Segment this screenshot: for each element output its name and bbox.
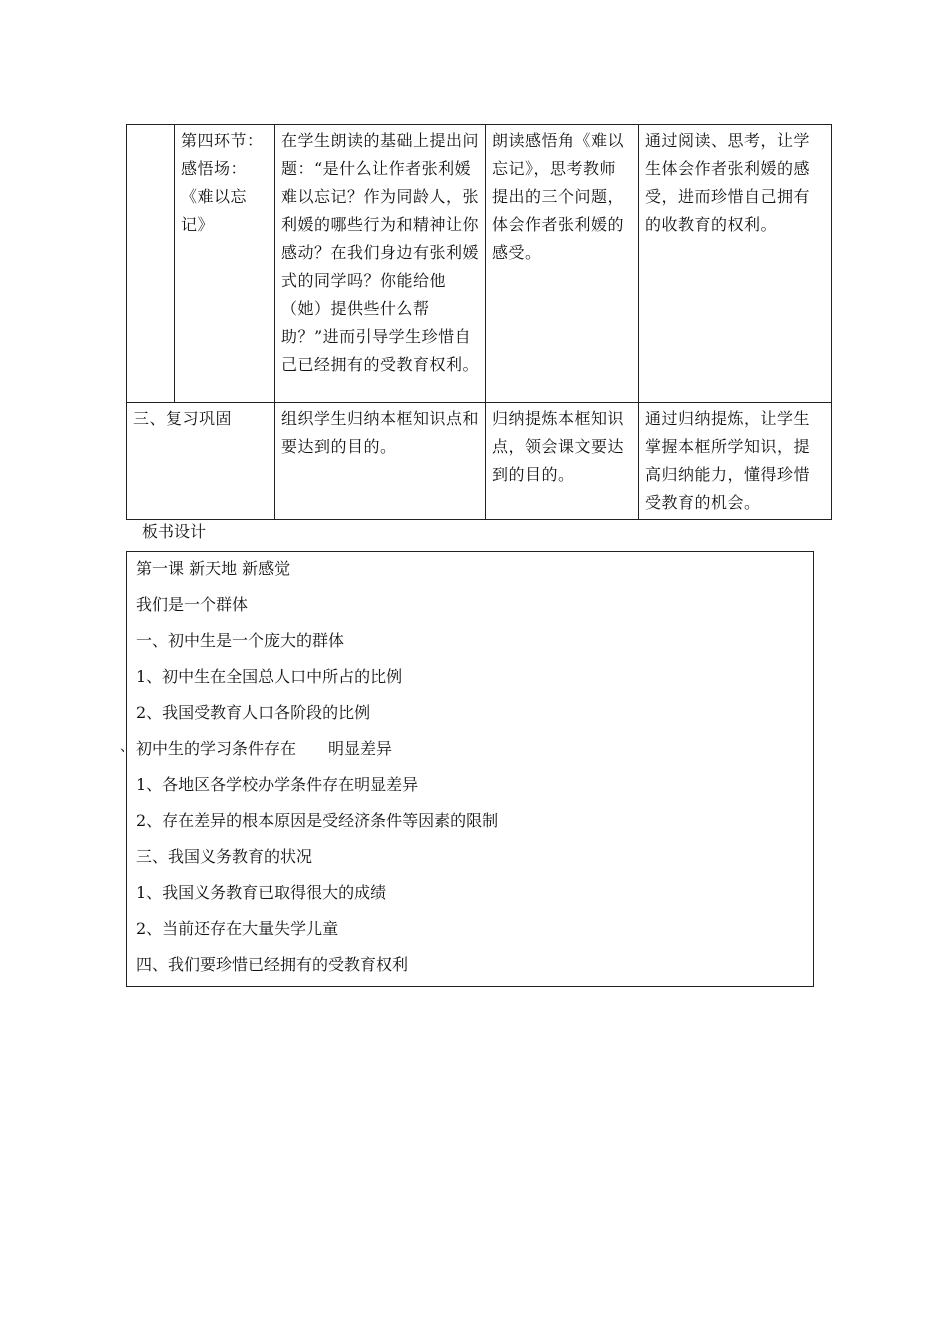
table-row <box>127 403 832 520</box>
board-line: 我们是一个群体 <box>136 595 249 614</box>
teacher-activity-cell: 组织学生归纳本框知识点和要达到的目的。 <box>275 403 486 520</box>
student-activity-cell: 归纳提炼本框知识点，领会课文要达到的目的。 <box>486 403 639 520</box>
board-design-label: 板书设计 <box>142 522 207 541</box>
board-line: 2、我国受教育人口各阶段的比例 <box>136 703 371 722</box>
board-line: 三、我国义务教育的状况 <box>136 847 313 866</box>
board-line: 初中生的学习条件存在 明显差异 <box>136 739 393 758</box>
board-line: 2、存在差异的根本原因是受经济条件等因素的限制 <box>136 811 499 830</box>
student-activity-cell: 朗读感悟角《难以忘记》，思考教师提出的三个问题，体会作者张利媛的感受。 <box>486 125 639 403</box>
board-line: 2、当前还存在大量失学儿童 <box>136 919 339 938</box>
step-cell: 第四环节：感悟场：《难以忘记》 <box>175 125 275 403</box>
table-row <box>127 125 832 403</box>
board-line: 四、我们要珍惜已经拥有的受教育权利 <box>136 955 409 974</box>
board-line: 第一课 新天地 新感觉 <box>136 559 291 578</box>
board-line: 1、我国义务教育已取得很大的成绩 <box>136 883 387 902</box>
teacher-activity-cell: 在学生朗读的基础上提出问题：“是什么让作者张利媛难以忘记？作为同龄人，张利媛的哪些行为和精神让你感动？在我们身边有张利媛式的同学吗？你能给他（她）提供些什么帮助？”进而引导学生珍惜自己已经拥有的受教育权利。 <box>275 125 486 403</box>
stage-cell-empty <box>127 125 175 403</box>
board-design-box <box>126 551 814 987</box>
design-intent-cell: 通过归纳提炼，让学生掌握本框所学知识，提高归纳能力，懂得珍惜受教育的机会。 <box>639 403 832 520</box>
lesson-plan-table <box>126 124 832 520</box>
board-line: 一、初中生是一个庞大的群体 <box>136 631 345 650</box>
design-intent-cell: 通过阅读、思考，让学生体会作者张利媛的感受，进而珍惜自己拥有的收教育的权利。 <box>639 125 832 403</box>
stage-cell: 三、复习巩固 <box>127 403 275 520</box>
stray-punctuation: 、 <box>120 739 134 755</box>
board-line: 1、初中生在全国总人口中所占的比例 <box>136 667 403 686</box>
board-line: 1、各地区各学校办学条件存在明显差异 <box>136 775 419 794</box>
